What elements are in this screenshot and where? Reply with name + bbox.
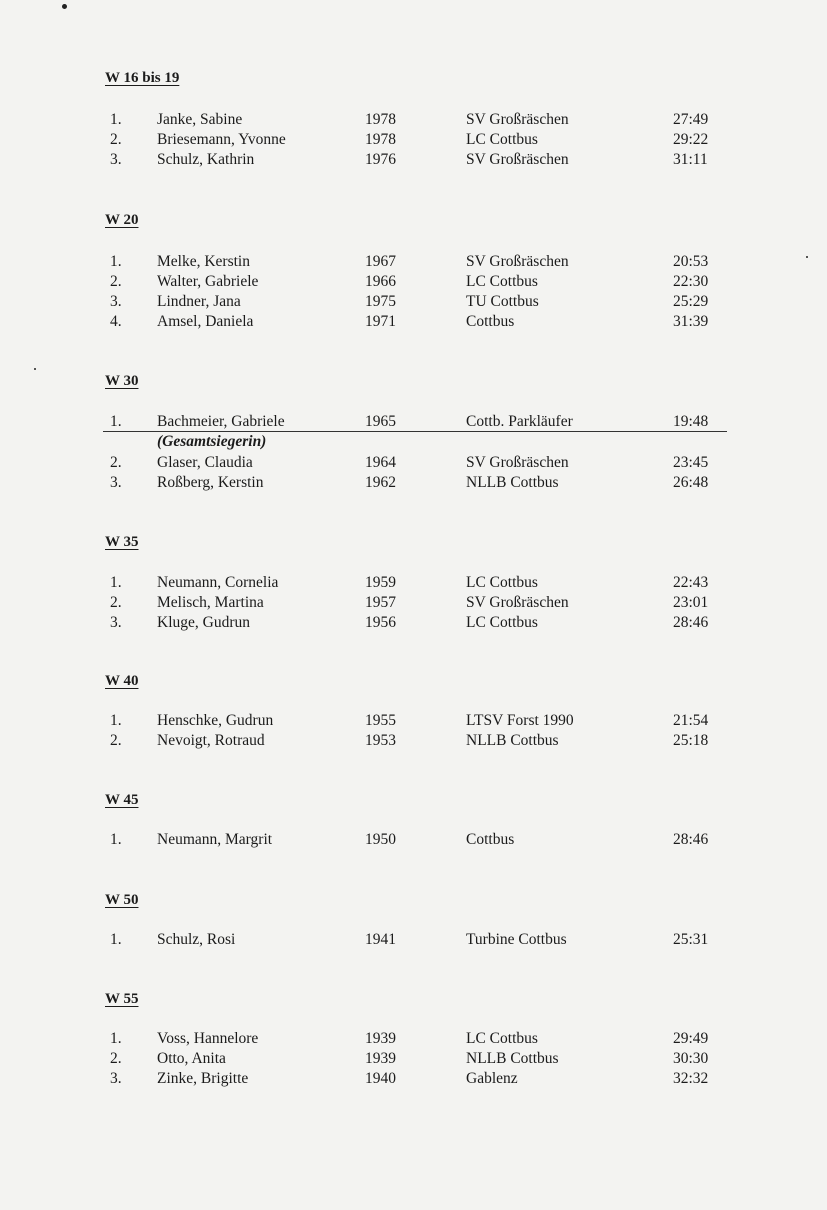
- rank: 1.: [110, 413, 122, 430]
- finish-time: 29:22: [673, 131, 709, 148]
- result-row: [0, 453, 827, 473]
- scan-speck: [62, 4, 67, 9]
- athlete-name: Kluge, Gudrun: [157, 614, 250, 631]
- athlete-name: Walter, Gabriele: [157, 273, 259, 290]
- athlete-name: Otto, Anita: [157, 1050, 226, 1067]
- finish-time: 21:54: [673, 712, 709, 729]
- finish-time: 27:49: [673, 111, 709, 128]
- finish-time: 20:53: [673, 253, 709, 270]
- result-row: [0, 110, 827, 130]
- finish-time: 30:30: [673, 1050, 709, 1067]
- club: LC Cottbus: [466, 574, 538, 591]
- finish-time: 28:46: [673, 614, 709, 631]
- section-heading: W 16 bis 19: [105, 70, 180, 86]
- birth-year: 1971: [365, 313, 396, 330]
- section-heading: W 35: [105, 534, 139, 550]
- athlete-name: Melisch, Martina: [157, 594, 264, 611]
- section-heading: W 50: [105, 892, 139, 908]
- athlete-name: Nevoigt, Rotraud: [157, 732, 265, 749]
- finish-time: 22:30: [673, 273, 709, 290]
- club: LC Cottbus: [466, 131, 538, 148]
- birth-year: 1939: [365, 1030, 396, 1047]
- club: Turbine Cottbus: [466, 931, 567, 948]
- rank: 1.: [110, 253, 122, 270]
- result-row: [0, 573, 827, 593]
- birth-year: 1975: [365, 293, 396, 310]
- finish-time: 22:43: [673, 574, 709, 591]
- birth-year: 1962: [365, 474, 396, 491]
- rank: 1.: [110, 574, 122, 591]
- result-row: [0, 1049, 827, 1069]
- club: NLLB Cottbus: [466, 474, 559, 491]
- birth-year: 1953: [365, 732, 396, 749]
- finish-time: 26:48: [673, 474, 709, 491]
- birth-year: 1957: [365, 594, 396, 611]
- birth-year: 1959: [365, 574, 396, 591]
- club: SV Großräschen: [466, 454, 569, 471]
- athlete-name: Glaser, Claudia: [157, 454, 253, 471]
- athlete-name: Lindner, Jana: [157, 293, 241, 310]
- rank: 2.: [110, 454, 122, 471]
- club: Cottb. Parkläufer: [466, 413, 573, 430]
- club: SV Großräschen: [466, 253, 569, 270]
- rank: 3.: [110, 474, 122, 491]
- rank: 4.: [110, 313, 122, 330]
- finish-time: 23:01: [673, 594, 709, 611]
- club: LTSV Forst 1990: [466, 712, 574, 729]
- rank: 1.: [110, 1030, 122, 1047]
- club: SV Großräschen: [466, 594, 569, 611]
- rank: 3.: [110, 1070, 122, 1087]
- rank: 1.: [110, 111, 122, 128]
- rank: 1.: [110, 931, 122, 948]
- athlete-name: Melke, Kerstin: [157, 253, 250, 270]
- club: NLLB Cottbus: [466, 732, 559, 749]
- section-heading: W 45: [105, 792, 139, 808]
- winner-divider: [103, 431, 727, 432]
- finish-time: 23:45: [673, 454, 709, 471]
- birth-year: 1978: [365, 111, 396, 128]
- athlete-name: Briesemann, Yvonne: [157, 131, 286, 148]
- section-heading: W 55: [105, 991, 139, 1007]
- finish-time: 31:39: [673, 313, 709, 330]
- rank: 1.: [110, 712, 122, 729]
- athlete-name: Janke, Sabine: [157, 111, 243, 128]
- athlete-name: Schulz, Kathrin: [157, 151, 255, 168]
- result-row: [0, 613, 827, 633]
- rank: 3.: [110, 151, 122, 168]
- rank: 2.: [110, 131, 122, 148]
- result-row: [0, 830, 827, 850]
- birth-year: 1976: [365, 151, 396, 168]
- club: NLLB Cottbus: [466, 1050, 559, 1067]
- result-row: [0, 130, 827, 150]
- finish-time: 25:18: [673, 732, 709, 749]
- result-row: [0, 252, 827, 272]
- athlete-name: Henschke, Gudrun: [157, 712, 274, 729]
- club: LC Cottbus: [466, 273, 538, 290]
- result-row: [0, 312, 827, 332]
- birth-year: 1967: [365, 253, 396, 270]
- athlete-name: Roßberg, Kerstin: [157, 474, 264, 491]
- finish-time: 25:29: [673, 293, 709, 310]
- result-row: [0, 473, 827, 493]
- athlete-name: Bachmeier, Gabriele: [157, 413, 285, 430]
- result-row: [0, 150, 827, 170]
- finish-time: 28:46: [673, 831, 709, 848]
- birth-year: 1956: [365, 614, 396, 631]
- rank: 2.: [110, 594, 122, 611]
- result-row: [0, 930, 827, 950]
- birth-year: 1950: [365, 831, 396, 848]
- athlete-name: Zinke, Brigitte: [157, 1070, 249, 1087]
- result-row: [0, 1069, 827, 1089]
- scan-speck: [34, 368, 36, 370]
- birth-year: 1966: [365, 273, 396, 290]
- section-heading: W 40: [105, 673, 139, 689]
- rank: 2.: [110, 1050, 122, 1067]
- club: Gablenz: [466, 1070, 518, 1087]
- athlete-name: Amsel, Daniela: [157, 313, 254, 330]
- birth-year: 1978: [365, 131, 396, 148]
- athlete-name: Neumann, Cornelia: [157, 574, 279, 591]
- birth-year: 1964: [365, 454, 396, 471]
- rank: 1.: [110, 831, 122, 848]
- birth-year: 1941: [365, 931, 396, 948]
- birth-year: 1965: [365, 413, 396, 430]
- athlete-name: Schulz, Rosi: [157, 931, 236, 948]
- birth-year: 1939: [365, 1050, 396, 1067]
- club: LC Cottbus: [466, 614, 538, 631]
- result-row: [0, 1029, 827, 1049]
- result-row: [0, 412, 827, 432]
- section-heading: W 20: [105, 212, 139, 228]
- rank: 2.: [110, 732, 122, 749]
- result-row: [0, 593, 827, 613]
- club: Cottbus: [466, 313, 515, 330]
- athlete-name: Voss, Hannelore: [157, 1030, 259, 1047]
- club: LC Cottbus: [466, 1030, 538, 1047]
- club: TU Cottbus: [466, 293, 539, 310]
- birth-year: 1955: [365, 712, 396, 729]
- rank: 3.: [110, 293, 122, 310]
- club: SV Großräschen: [466, 111, 569, 128]
- section-heading: W 30: [105, 373, 139, 389]
- finish-time: 19:48: [673, 413, 709, 430]
- finish-time: 29:49: [673, 1030, 709, 1047]
- overall-winner-note: (Gesamtsiegerin): [157, 433, 267, 450]
- result-row: [0, 272, 827, 292]
- finish-time: 32:32: [673, 1070, 709, 1087]
- finish-time: 31:11: [673, 151, 708, 168]
- birth-year: 1940: [365, 1070, 396, 1087]
- result-row: [0, 731, 827, 751]
- finish-time: 25:31: [673, 931, 709, 948]
- club: Cottbus: [466, 831, 515, 848]
- result-row: [0, 292, 827, 312]
- rank: 3.: [110, 614, 122, 631]
- rank: 2.: [110, 273, 122, 290]
- result-row: [0, 711, 827, 731]
- club: SV Großräschen: [466, 151, 569, 168]
- athlete-name: Neumann, Margrit: [157, 831, 273, 848]
